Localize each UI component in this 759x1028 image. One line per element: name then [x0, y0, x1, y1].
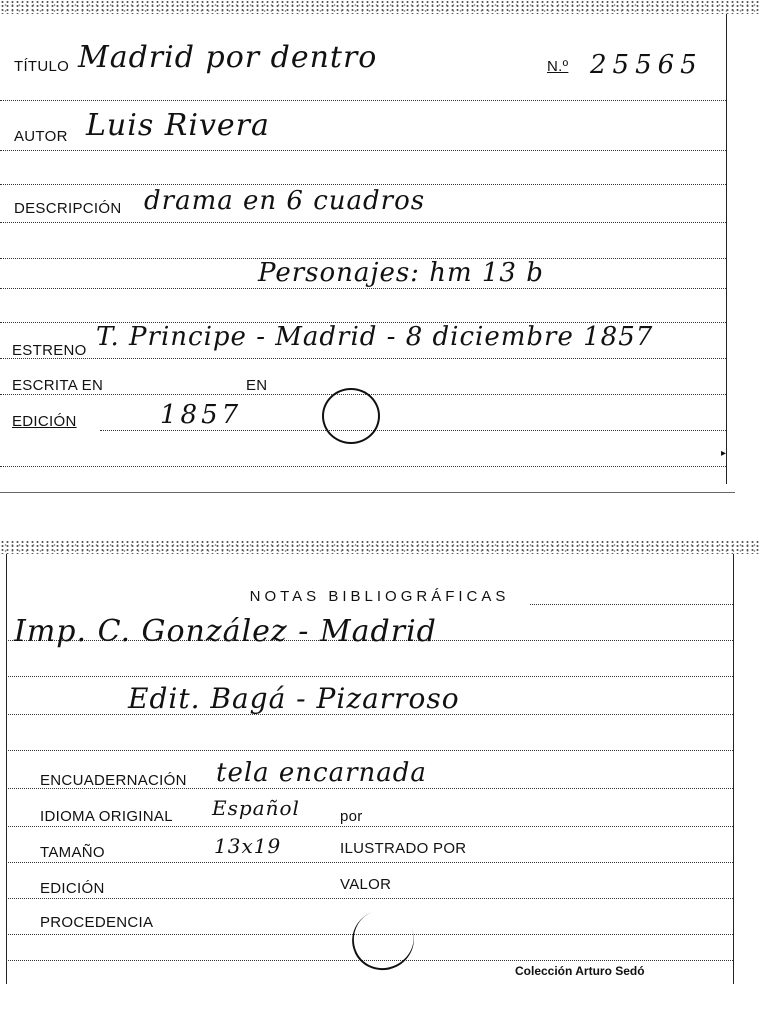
- encuadernacion-label: ENCUADERNACIÓN: [40, 772, 187, 789]
- rule: [100, 430, 726, 431]
- procedencia-label: PROCEDENCIA: [40, 914, 154, 931]
- tamano-label: TAMAÑO: [40, 844, 105, 861]
- autor-value: Luis Rivera: [86, 108, 270, 143]
- por-label: por: [340, 808, 363, 825]
- stamp-circle: [322, 388, 380, 444]
- card-top-edge: [0, 540, 759, 554]
- edicion-value: 1857: [160, 400, 243, 430]
- titulo-label: TÍTULO: [14, 58, 70, 75]
- valor-label: VALOR: [340, 876, 392, 893]
- notas-title: NOTAS BIBLIOGRÁFICAS: [249, 588, 510, 605]
- rule: [0, 222, 726, 223]
- numero-value: 25565: [590, 50, 703, 80]
- tamano-value: 13x19: [214, 834, 282, 858]
- descripcion-label: DESCRIPCIÓN: [14, 200, 122, 217]
- rule: [0, 288, 726, 289]
- card-top-edge: [0, 0, 759, 14]
- en-label: EN: [246, 377, 268, 394]
- rule: [6, 862, 733, 863]
- personajes-value: Personajes: hm 13 b: [258, 258, 544, 288]
- estreno-label: ESTRENO: [12, 342, 87, 359]
- rule: [6, 898, 733, 899]
- catalog-card-back: [0, 540, 759, 1020]
- card-separator: [0, 492, 735, 493]
- coleccion-label: Colección Arturo Sedó: [515, 964, 645, 978]
- card-right-border: [726, 14, 727, 484]
- rule: [6, 750, 733, 751]
- autor-label: AUTOR: [14, 128, 68, 145]
- numero-label: N.º: [547, 58, 569, 75]
- encuadernacion-value: tela encarnada: [216, 758, 427, 788]
- rule: [0, 184, 726, 185]
- rule: [0, 466, 726, 467]
- escrita-label: ESCRITA EN: [12, 377, 104, 394]
- titulo-value: Madrid por dentro: [78, 40, 378, 75]
- edicion-label: EDICIÓN: [12, 413, 77, 430]
- ilustrado-label: ILUSTRADO POR: [340, 840, 467, 857]
- nota-line1: Imp. C. González - Madrid: [14, 614, 437, 649]
- edge-mark: ▸: [721, 448, 727, 459]
- descripcion-value: drama en 6 cuadros: [144, 186, 426, 216]
- rule: [0, 100, 726, 101]
- rule: [0, 358, 726, 359]
- estreno-value: T. Principe - Madrid - 8 diciembre 1857: [96, 322, 654, 352]
- idioma-label: IDIOMA ORIGINAL: [40, 808, 173, 825]
- card-right-border: [733, 554, 734, 984]
- card-left-border: [6, 554, 7, 984]
- rule: [0, 150, 726, 151]
- rule: [6, 676, 733, 677]
- catalog-card-front: [0, 0, 759, 495]
- rule: [6, 826, 733, 827]
- nota-line2: Edit. Bagá - Pizarroso: [128, 682, 460, 715]
- stamp-partial: [344, 901, 423, 979]
- idioma-value: Español: [212, 796, 300, 820]
- edicion-back-label: EDICIÓN: [40, 880, 105, 897]
